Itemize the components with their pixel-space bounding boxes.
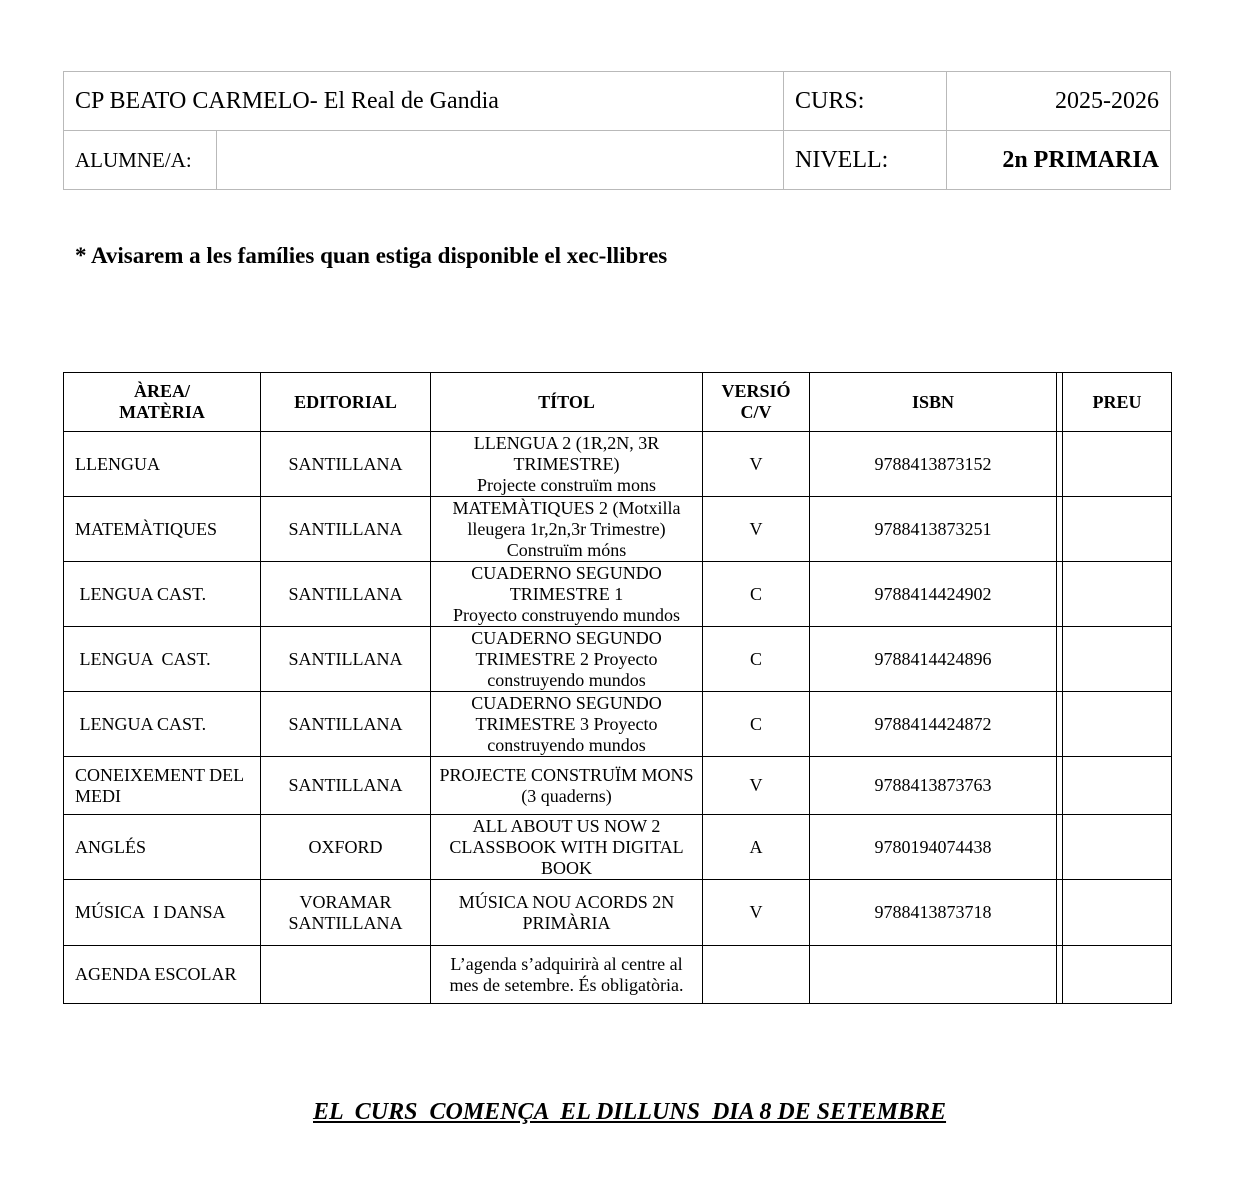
cell-preu[interactable]	[1063, 880, 1172, 946]
nivell-label: NIVELL:	[784, 131, 947, 190]
curs-value: 2025-2026	[947, 72, 1171, 131]
cell-preu[interactable]	[1063, 562, 1172, 627]
cell-preu[interactable]	[1063, 627, 1172, 692]
cell-editorial: VORAMAR SANTILLANA	[261, 880, 431, 946]
cell-preu[interactable]	[1063, 497, 1172, 562]
cell-area: MÚSICA I DANSA	[64, 880, 261, 946]
alumne-field[interactable]	[217, 131, 784, 190]
xec-llibres-notice: * Avisarem a les famílies quan estiga disponible el xec-llibres	[75, 243, 668, 268]
cell-editorial: SANTILLANA	[261, 432, 431, 497]
cell-editorial: SANTILLANA	[261, 627, 431, 692]
cell-area: CONEIXEMENT DEL MEDI	[64, 757, 261, 815]
cell-editorial	[261, 946, 431, 1004]
cell-titol: LLENGUA 2 (1R,2N, 3R TRIMESTRE) Projecte construïm mons	[431, 432, 703, 497]
cell-area: ANGLÉS	[64, 815, 261, 880]
books-table	[63, 372, 1172, 1004]
cell-preu[interactable]	[1063, 432, 1172, 497]
header-row-school	[64, 72, 1171, 131]
cell-area: LENGUA CAST.	[64, 692, 261, 757]
cell-area: AGENDA ESCOLAR	[64, 946, 261, 1004]
header-row-student	[64, 131, 1171, 190]
column-header-editorial: EDITORIAL	[261, 373, 431, 432]
column-header-isbn: ISBN	[810, 373, 1057, 432]
cell-titol: CUADERNO SEGUNDO TRIMESTRE 3 Proyecto construyendo mundos	[431, 692, 703, 757]
cell-versio: V	[703, 757, 810, 815]
table-row	[64, 692, 1172, 757]
cell-isbn: 9788414424872	[810, 692, 1057, 757]
cell-isbn: 9788413873718	[810, 880, 1057, 946]
table-header-row	[64, 373, 1172, 432]
cell-titol: PROJECTE CONSTRUÏM MONS (3 quaderns)	[431, 757, 703, 815]
alumne-label: ALUMNE/A:	[64, 131, 217, 190]
cell-isbn	[810, 946, 1057, 1004]
cell-titol: CUADERNO SEGUNDO TRIMESTRE 2 Proyecto construyendo mundos	[431, 627, 703, 692]
cell-area: MATEMÀTIQUES	[64, 497, 261, 562]
column-header-area: ÀREA/ MATÈRIA	[64, 373, 261, 432]
cell-versio	[703, 946, 810, 1004]
header-table	[63, 71, 1171, 190]
cell-preu[interactable]	[1063, 692, 1172, 757]
cell-versio: C	[703, 627, 810, 692]
cell-area: LLENGUA	[64, 432, 261, 497]
cell-isbn: 9788414424902	[810, 562, 1057, 627]
cell-titol: L’agenda s’adquirirà al centre al mes de setembre. És obligatòria.	[431, 946, 703, 1004]
cell-versio: V	[703, 432, 810, 497]
cell-editorial: SANTILLANA	[261, 692, 431, 757]
table-row	[64, 627, 1172, 692]
cell-preu[interactable]	[1063, 946, 1172, 1004]
table-row	[64, 497, 1172, 562]
cell-isbn: 9788413873251	[810, 497, 1057, 562]
cell-titol: MÚSICA NOU ACORDS 2N PRIMÀRIA	[431, 880, 703, 946]
school-name: CP BEATO CARMELO- El Real de Gandia	[64, 72, 784, 131]
table-row	[64, 757, 1172, 815]
cell-isbn: 9788413873763	[810, 757, 1057, 815]
cell-titol: CUADERNO SEGUNDO TRIMESTRE 1 Proyecto construyendo mundos	[431, 562, 703, 627]
table-row	[64, 946, 1172, 1004]
cell-versio: C	[703, 692, 810, 757]
table-row	[64, 815, 1172, 880]
cell-area: LENGUA CAST.	[64, 627, 261, 692]
cell-editorial: SANTILLANA	[261, 497, 431, 562]
cell-versio: A	[703, 815, 810, 880]
table-row	[64, 880, 1172, 946]
cell-versio: V	[703, 497, 810, 562]
cell-editorial: SANTILLANA	[261, 757, 431, 815]
column-header-titol: TÍTOL	[431, 373, 703, 432]
cell-preu[interactable]	[1063, 757, 1172, 815]
table-row	[64, 432, 1172, 497]
nivell-value: 2n PRIMARIA	[947, 131, 1171, 190]
curs-label: CURS:	[784, 72, 947, 131]
cell-titol: MATEMÀTIQUES 2 (Motxilla lleugera 1r,2n,3r Trimestre) Construïm móns	[431, 497, 703, 562]
column-header-preu: PREU	[1063, 373, 1172, 432]
cell-editorial: SANTILLANA	[261, 562, 431, 627]
table-row	[64, 562, 1172, 627]
cell-editorial: OXFORD	[261, 815, 431, 880]
cell-isbn: 9780194074438	[810, 815, 1057, 880]
cell-isbn: 9788414424896	[810, 627, 1057, 692]
cell-preu[interactable]	[1063, 815, 1172, 880]
cell-titol: ALL ABOUT US NOW 2 CLASSBOOK WITH DIGITAL BOOK	[431, 815, 703, 880]
cell-isbn: 9788413873152	[810, 432, 1057, 497]
course-start-footer: EL CURS COMENÇA EL DILLUNS DIA 8 DE SETEMBRE	[313, 1099, 947, 1125]
cell-area: LENGUA CAST.	[64, 562, 261, 627]
column-header-versio: VERSIÓ C/V	[703, 373, 810, 432]
cell-versio: C	[703, 562, 810, 627]
cell-versio: V	[703, 880, 810, 946]
